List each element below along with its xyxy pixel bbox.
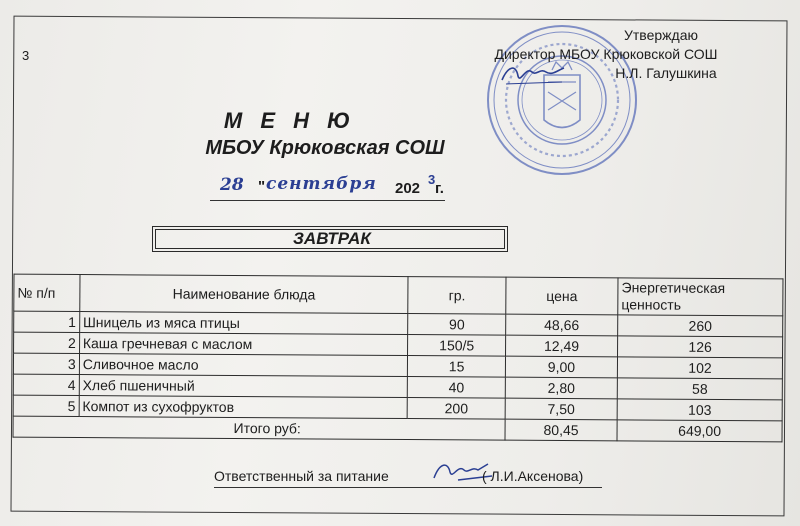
header-energy: Энергетическая ценность: [618, 278, 783, 316]
date-year-digit: 3: [428, 172, 436, 187]
total-energy: 649,00: [617, 420, 782, 442]
row-energy: 260: [618, 315, 783, 337]
row-grams: 15: [408, 356, 506, 378]
row-price: 9,00: [505, 356, 617, 378]
row-energy: 58: [617, 378, 782, 400]
row-price: 12,49: [505, 335, 617, 357]
responsible-line: [214, 468, 614, 484]
director-signature: [498, 58, 568, 88]
row-number: 3: [13, 353, 79, 374]
meal-label: ЗАВТРАК: [152, 226, 508, 252]
responsible-label: Ответственный за питание: [214, 468, 389, 484]
menu-table: [13, 274, 784, 443]
date-day: 28: [220, 175, 244, 195]
approval-heading: Утверждаю: [624, 27, 698, 43]
date-year-suffix: г.: [435, 180, 444, 197]
school-name: МБОУ Крюковская СОШ: [205, 137, 445, 159]
responsible-underline: [214, 487, 602, 488]
date-underline: [210, 200, 445, 201]
date-year-prefix: 202: [395, 180, 421, 197]
row-dish-name: Хлеб пшеничный: [79, 375, 408, 398]
page-number: 3: [22, 48, 30, 63]
row-price: 48,66: [506, 314, 618, 336]
row-grams: 90: [408, 314, 506, 336]
date-month: сентября: [266, 174, 377, 194]
row-grams: 40: [408, 377, 506, 399]
row-grams: 200: [408, 398, 506, 420]
row-dish-name: Компот из сухофруктов: [79, 396, 408, 419]
row-energy: 103: [617, 399, 782, 421]
menu-date: [210, 172, 470, 206]
header-dish-name: Наименование блюда: [80, 275, 409, 314]
row-dish-name: Каша гречневая с маслом: [79, 333, 408, 356]
row-price: 2,80: [505, 377, 617, 399]
row-number: 5: [13, 395, 79, 416]
row-price: 7,50: [505, 398, 617, 420]
row-energy: 102: [617, 357, 782, 379]
approval-name: Н.Л. Галушкина: [615, 65, 717, 81]
header-price: цена: [506, 277, 618, 315]
header-number: № п/п: [14, 274, 80, 311]
row-number: 1: [14, 311, 80, 332]
document-title: М Е Н Ю: [223, 108, 357, 133]
row-dish-name: Шницель из мяса птицы: [79, 312, 408, 335]
table-header-row: [14, 274, 783, 316]
row-number: 2: [14, 332, 80, 353]
row-energy: 126: [618, 336, 783, 358]
total-price: 80,45: [505, 419, 617, 441]
row-dish-name: Сливочное масло: [79, 354, 408, 377]
date-quote: ": [258, 178, 266, 195]
table-total-row: [13, 416, 782, 442]
row-number: 4: [13, 374, 79, 395]
total-label: Итого руб:: [13, 416, 505, 440]
responsible-person: ( Л.И.Аксенова): [482, 468, 584, 484]
approval-position: Директор МБОУ Крюковской СОШ: [494, 46, 718, 62]
header-grams: гр.: [408, 277, 506, 315]
row-grams: 150/5: [408, 335, 506, 357]
